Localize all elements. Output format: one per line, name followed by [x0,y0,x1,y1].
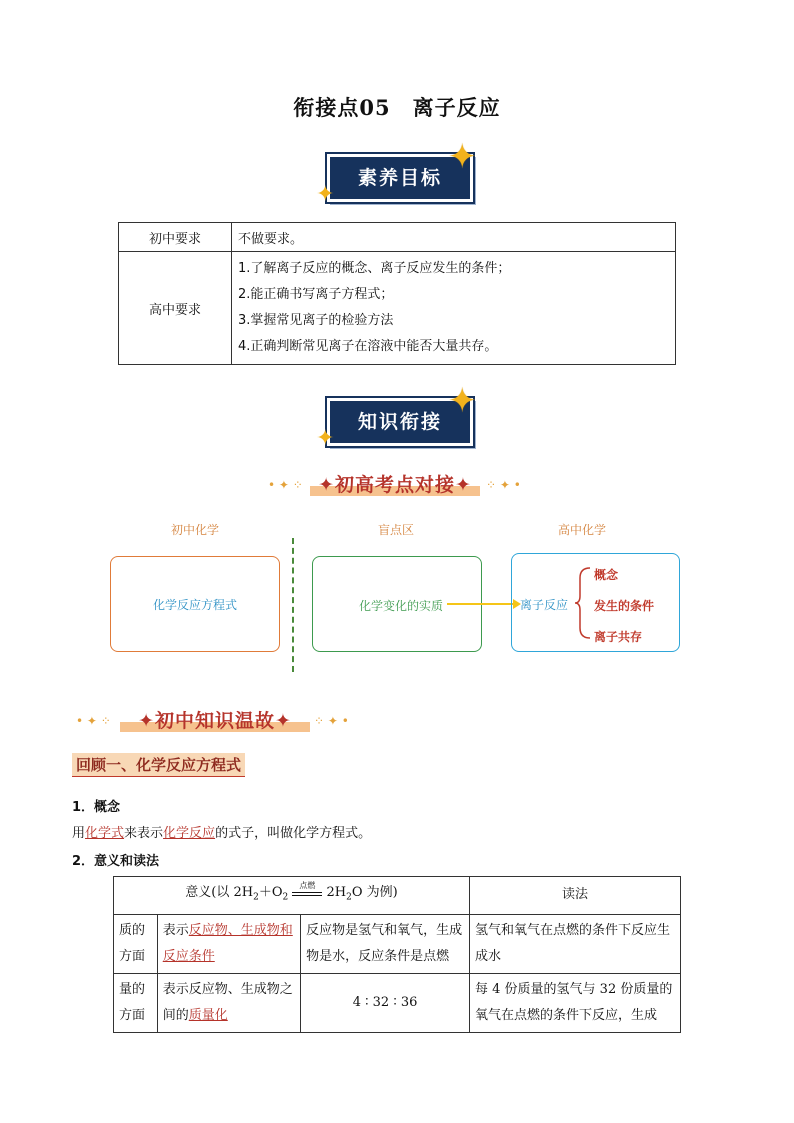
senior-item-coexistence: 离子共存 [594,630,643,644]
goals-badge-label: 素养目标 [327,154,473,202]
quality-label: 质的方面 [114,914,158,973]
equation-arrow: 点燃 [292,890,322,896]
concept-text: 用化学式来表示化学反应的式子，叫做化学方程式。 [72,826,372,841]
sparkle-icon: ⁘ ✦ • [314,714,349,728]
concept-heading: 1．概念 [72,800,121,815]
divider-line [292,538,294,672]
knowledge-badge-label: 知识衔接 [327,398,473,446]
junior-requirement-value: 不做要求。 [232,223,676,252]
star-icon: ✦ [316,426,335,451]
box-ionic-reaction-text: 离子反应 [520,598,569,612]
col-title-senior: 高中化学 [557,523,606,537]
senior-requirement-label: 高中要求 [119,252,232,365]
quantity-label: 量的方面 [114,973,158,1032]
brace-icon [574,566,592,640]
star-icon: ✦ [448,381,477,421]
quantity-desc: 表示反应物、生成物之间的质量化 [157,973,300,1032]
senior-requirement-item: 3.掌握常见离子的检验方法 [238,313,394,328]
page-title: 衔接点05 离子反应 [293,95,501,120]
junior-requirement-label: 初中要求 [119,223,232,252]
col-title-blindspot: 盲点区 [377,523,414,537]
banner-text: ✦初高考点对接✦ [318,474,472,496]
star-icon: ✦ [316,182,335,207]
sparkle-icon: • ✦ ⁘ [76,714,111,728]
quality-desc: 表示反应物、生成物和反应条件 [157,914,300,973]
meaning-heading: 2．意义和读法 [72,854,160,869]
meaning-header: 意义(以 $2H_2+O_2$ 点燃 $2H_2O$ 为例) [114,877,470,915]
read-header: 读法 [470,877,681,915]
box-chemical-change-text: 化学变化的实质 [359,599,444,613]
quality-example: 反应物是氢气和氧气，生成物是水，反应条件是点燃 [301,914,470,973]
banner-junior-senior [310,470,480,496]
senior-requirement-item: 4.正确判断常见离子在溶液中能否大量共存。 [238,339,498,354]
section-heading: 回顾一、化学反应方程式 [72,753,245,777]
quantity-example: 4 ∶ 32 ∶ 36 [301,973,470,1032]
senior-requirement-item: 1.了解离子反应的概念、离子反应发生的条件； [238,261,511,276]
senior-item-condition: 发生的条件 [594,599,655,613]
box-chemical-equation-text: 化学反应方程式 [152,597,237,612]
box-chemical-equation [110,556,280,652]
star-icon: ✦ [448,137,477,177]
term-chemical-reaction: 化学反应 [163,826,216,841]
meaning-table [113,876,681,1033]
arrow-line [447,603,515,605]
banner-text: ✦初中知识温故✦ [138,710,292,732]
senior-item-concept: 概念 [594,568,619,582]
senior-requirement-item: 2.能正确书写离子方程式； [238,287,394,302]
sparkle-icon: ⁘ ✦ • [486,478,521,492]
goals-table [118,222,676,365]
banner-junior-review [120,706,310,732]
col-title-junior: 初中化学 [170,523,219,537]
quantity-read: 每 4 份质量的氢气与 32 份质量的氧气在点燃的条件下反应，生成 [470,973,681,1032]
sparkle-icon: • ✦ ⁘ [268,478,303,492]
term-chemical-formula: 化学式 [85,826,125,841]
box-ionic-reaction [511,553,680,652]
quality-read: 氢气和氧气在点燃的条件下反应生成水 [470,914,681,973]
